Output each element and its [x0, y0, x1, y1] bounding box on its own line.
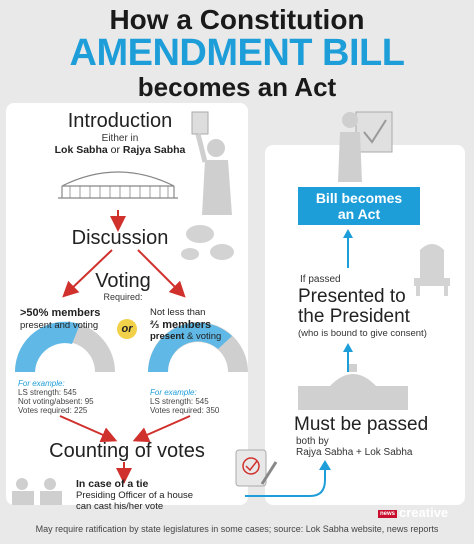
rajya-sabha-label: Rajya Sabha [122, 144, 186, 156]
title-line-1: How a Constitution [109, 4, 365, 35]
bill-line-2: an Act [337, 206, 381, 222]
tie-line-2: can cast his/her vote [76, 501, 164, 512]
arrow-option-b-to-counting [140, 416, 190, 438]
presented-note: (who is bound to give consent) [298, 328, 427, 339]
option-b-line-1: LS strength: 545 [150, 397, 209, 406]
option-a-line-1: LS strength: 545 [18, 388, 77, 397]
or-word: or [110, 144, 120, 156]
throne-icon [414, 244, 450, 296]
brand-news-tag: news [380, 510, 396, 517]
bill-line-1: Bill becomes [315, 190, 403, 206]
person-with-board-icon [338, 112, 392, 182]
if-passed-label: If passed [300, 274, 341, 285]
option-b-present [150, 331, 221, 342]
required-label: Required: [103, 292, 143, 302]
brand-name: creative [399, 505, 449, 520]
presiding-officer-icon [12, 478, 62, 505]
step-counting-of-votes: Counting of votes [49, 440, 205, 462]
house-options [30, 144, 210, 156]
parliament-building-icon [298, 364, 408, 410]
option-b-headline: ⅔ members [150, 319, 212, 331]
lok-sabha-label: Lok Sabha [54, 144, 108, 156]
option-a-headline: >50% members [20, 307, 101, 319]
houses-label: Rajya Sabha + Lok Sabha [296, 447, 413, 458]
must-be-passed: Must be passed [294, 414, 429, 435]
footer-note: May require ratification by state legislatures in some cases; source: Lok Sabha website, news reports [35, 524, 439, 534]
presented-line-2: the President [298, 306, 410, 327]
option-b-present-bold: present [150, 331, 185, 342]
step-discussion: Discussion [71, 227, 169, 249]
option-b-lead: Not less than [150, 307, 206, 318]
tie-line-1: Presiding Officer of a house [76, 490, 194, 501]
option-b-example-label: For example: [150, 388, 197, 397]
parliament-icon [58, 172, 178, 198]
connector-arrowhead [319, 460, 331, 470]
presented-line-1: Presented to [298, 286, 406, 307]
option-b-present-rest: & voting [184, 331, 222, 342]
tie-title: In case of a tie [76, 478, 149, 490]
or-badge: or [117, 319, 137, 339]
arrow-option-a-to-counting [60, 416, 110, 438]
brand-logo [378, 505, 448, 520]
option-a-sub: present and voting [20, 320, 99, 331]
step-introduction: Introduction [67, 110, 173, 132]
bill-becomes-act-box [298, 187, 420, 225]
title-line-3: becomes an Act [137, 72, 337, 102]
title-line-2: AMENDMENT BILL [69, 32, 405, 74]
option-a-line-3: Votes required: 225 [18, 406, 88, 415]
either-in-text: Either in [101, 133, 139, 144]
option-a-line-2: Not voting/absent: 95 [18, 397, 94, 406]
option-a-example-label: For example: [18, 379, 65, 388]
step-voting: Voting [95, 270, 151, 292]
option-b-line-2: Votes required: 350 [150, 406, 220, 415]
both-by-label: both by [296, 436, 329, 447]
